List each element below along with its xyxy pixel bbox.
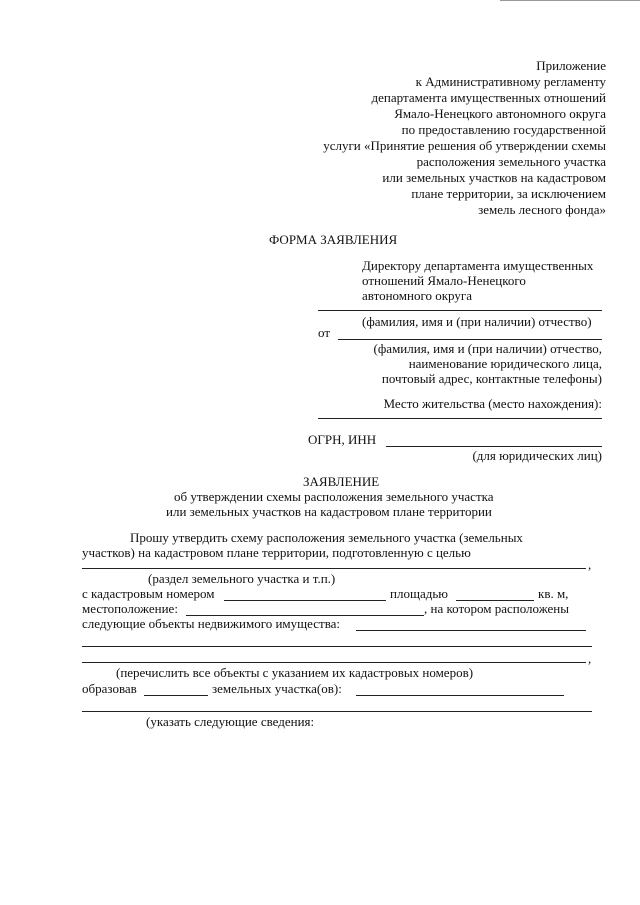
hint-legal: (для юридических лиц) — [472, 448, 602, 463]
cadastral-label: с кадастровым номером — [82, 586, 215, 601]
ogrn-field[interactable] — [386, 446, 602, 447]
residence-label: Место жительства (место нахождения): — [383, 396, 602, 411]
objects-field-2[interactable] — [82, 646, 592, 647]
appendix-line: к Административному регламенту — [415, 74, 606, 89]
cadastral-number-field[interactable] — [224, 600, 386, 601]
area-label: площадью — [390, 586, 448, 601]
plots-label: земельных участка(ов): — [212, 681, 342, 696]
hint-applicant-line: наименование юридического лица, — [408, 356, 602, 371]
recipient-line: отношений Ямало-Ненецкого — [362, 273, 526, 288]
appendix-line: Приложение — [536, 58, 606, 73]
from-label: от — [318, 325, 331, 340]
location-label: местоположение: — [82, 601, 178, 616]
hint-fio: (фамилия, имя и (при наличии) отчество) — [362, 314, 592, 329]
appendix-line: или земельных участков на кадастровом — [382, 170, 606, 185]
objects-field[interactable] — [356, 630, 586, 631]
ogrn-label: ОГРН, ИНН — [308, 432, 377, 447]
appendix-line: плане территории, за исключением — [411, 186, 606, 201]
residence-field[interactable] — [318, 418, 602, 419]
purpose-field[interactable] — [82, 568, 586, 569]
appendix-line: земель лесного фонда» — [478, 202, 606, 217]
statement-subtitle: или земельных участков на кадастровом плане территории — [166, 504, 492, 519]
statement-title: ЗАЯВЛЕНИЕ — [303, 474, 380, 489]
hint-applicant-line: (фамилия, имя и (при наличии) отчество, — [373, 341, 602, 356]
hint-section: (раздел земельного участка и т.п.) — [148, 571, 336, 586]
fio-field[interactable] — [318, 310, 602, 311]
objects-label: следующие объекты недвижимого имущества: — [82, 616, 341, 631]
hint-applicant-line: почтовый адрес, контактные телефоны) — [381, 371, 602, 386]
located-label: , на котором расположены — [424, 601, 569, 616]
appendix-line: услуги «Принятие решения об утверждении схемы — [323, 138, 606, 153]
appendix-line: департамента имущественных отношений — [371, 90, 606, 105]
statement-subtitle: об утверждении схемы расположения земельного участка — [174, 489, 494, 504]
form-title: ФОРМА ЗАЯВЛЕНИЯ — [269, 232, 398, 247]
scan-edge-mark — [500, 0, 640, 1]
recipient-line: Директору департамента имущественных — [362, 258, 594, 273]
body-text: Прошу утвердить схему расположения земельного участка (земельных — [130, 530, 523, 545]
recipient-line: автономного округа — [362, 288, 472, 303]
plot-count-field[interactable] — [144, 695, 208, 696]
applicant-field[interactable] — [338, 339, 602, 340]
forming-label: образовав — [82, 681, 137, 696]
appendix-line: по предоставлению государственной — [401, 122, 606, 137]
hint-objects: (перечислить все объекты с указанием их кадастровых номеров) — [116, 665, 474, 680]
sqm-label: кв. м, — [538, 586, 569, 601]
comma: , — [588, 651, 592, 666]
plots-field[interactable] — [356, 695, 564, 696]
comma: , — [588, 557, 592, 572]
objects-field-3[interactable] — [82, 662, 586, 663]
appendix-line: расположения земельного участка — [416, 154, 606, 169]
body-text: участков) на кадастровом плане территории, подготовленную с целью — [82, 545, 471, 560]
plots-field-2[interactable] — [82, 711, 592, 712]
appendix-line: Ямало-Ненецкого автономного округа — [394, 106, 606, 121]
hint-info: (указать следующие сведения: — [146, 714, 315, 729]
